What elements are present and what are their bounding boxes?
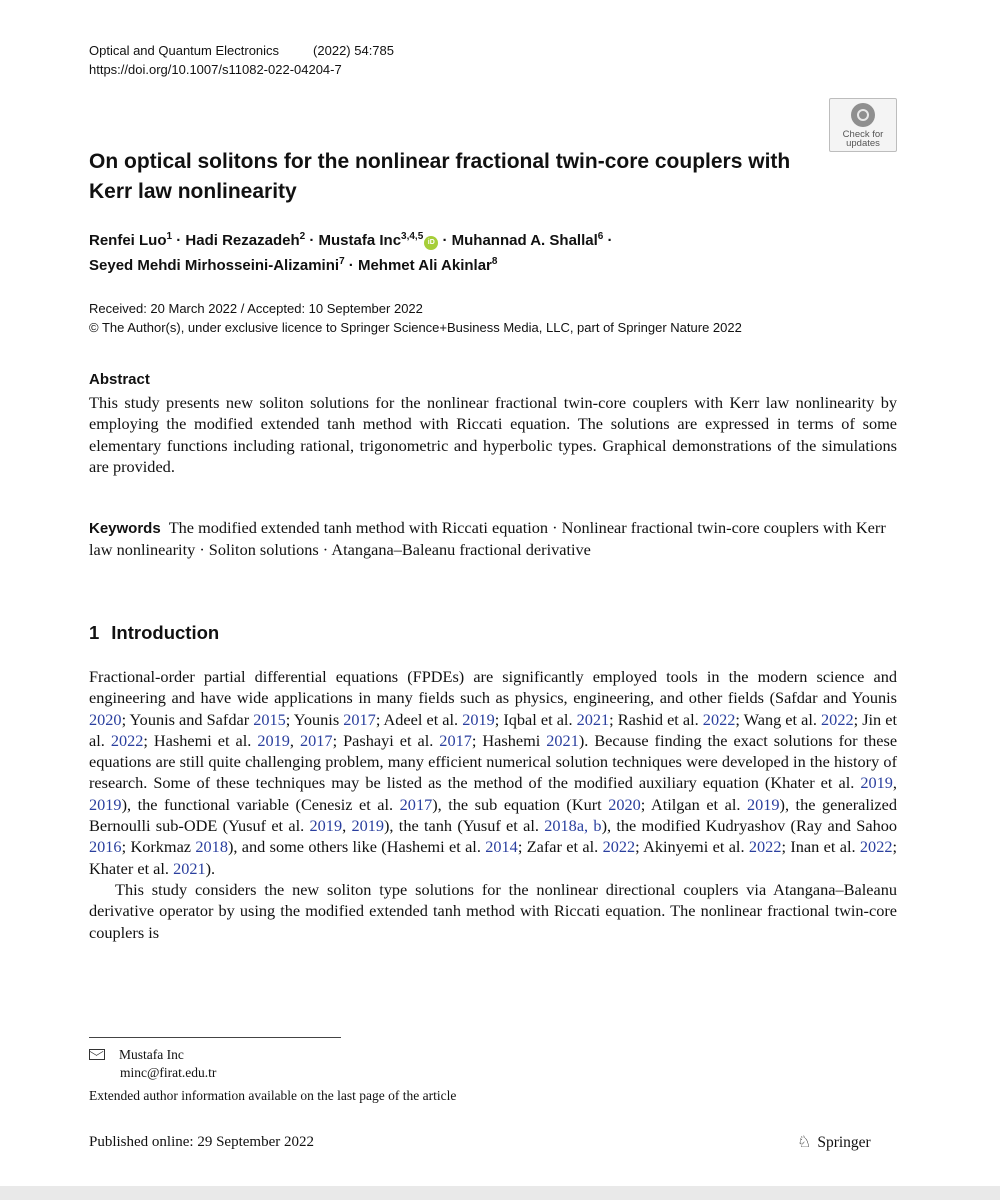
intro-text: ), the generalized Bernoulli sub-ODE (Yusuf et al.	[89, 794, 898, 836]
intro-text: ; Khater et al.	[89, 837, 897, 878]
received-accepted: Received: 20 March 2022 / Accepted: 10 September 2022	[89, 301, 423, 316]
intro-text: ; Hashemi	[471, 730, 547, 750]
citation-link[interactable]: 2017	[343, 709, 376, 729]
section-heading	[89, 622, 897, 644]
springer-horse-icon: ♘	[797, 1134, 812, 1151]
journal-citation: (2022) 54:785	[313, 43, 394, 58]
publisher-name: Springer	[817, 1134, 871, 1151]
extended-author-info: Extended author information available on the last page of the article	[89, 1088, 457, 1103]
intro-text: ), the functional variable (Cenesiz et al.	[121, 794, 400, 814]
check-for-updates-button[interactable]	[829, 98, 897, 152]
correspondence	[89, 1046, 216, 1082]
intro-text: ; Zafar et al.	[517, 837, 603, 857]
intro-text: ; Inan et al.	[781, 837, 860, 857]
citation-link[interactable]: 2017	[439, 730, 472, 750]
intro-text: ; Younis	[285, 709, 344, 729]
intro-text: ,	[289, 730, 300, 750]
intro-text: ; Iqbal et al.	[494, 709, 577, 729]
intro-text: ; Atilgan et al.	[640, 794, 747, 814]
intro-text: ,	[892, 773, 897, 793]
citation-link[interactable]: 2019	[351, 816, 385, 836]
intro-text: ; Akinyemi et al.	[635, 837, 749, 857]
intro-text: ; Rashid et al.	[609, 709, 703, 729]
intro-text: ), the tanh (Yusuf et al.	[384, 816, 545, 836]
check-updates-line1: Check for	[842, 129, 884, 140]
intro-text: ; Pashayi et al.	[332, 730, 440, 750]
journal-name: Optical and Quantum Electronics	[89, 43, 280, 58]
intro-text: ).	[205, 858, 216, 878]
intro-text: Fractional-order partial differential equations (FPDEs) are significantly employed tools in the modern science and engineering and have wide applications in many fields such as physics, engineering, and other fields (Safdar and Younis	[89, 667, 897, 708]
author[interactable]: Mehmet Ali Akinlar$^8$	[357, 256, 498, 274]
citation-link[interactable]: 2020	[608, 794, 641, 814]
footnote-rule	[89, 1037, 341, 1038]
publisher-logo	[797, 1132, 871, 1152]
author[interactable]: Mustafa Inc$^{3,4,5}$	[318, 231, 424, 249]
intro-text: ; Korkmaz	[121, 837, 196, 857]
citation-link[interactable]: 2020	[89, 709, 122, 729]
citation-link[interactable]: 2022	[821, 709, 854, 729]
keywords-label: Keywords	[89, 520, 161, 537]
author[interactable]: Renfei Luo$^1$	[89, 231, 173, 249]
viewer-bottom-bar	[0, 1186, 1000, 1200]
citation-link[interactable]: 2019	[257, 730, 290, 750]
citation-link[interactable]: 2022	[110, 730, 144, 750]
author[interactable]: Muhannad A. Shallal$^6$	[451, 231, 604, 249]
intro-text: ; Hashemi et al.	[143, 730, 258, 750]
citation-link[interactable]: 2015	[253, 709, 286, 729]
citation-link[interactable]: 2018	[195, 837, 228, 857]
citation-link[interactable]: 2019	[860, 773, 893, 793]
corresponding-author: Mustafa Inc	[119, 1047, 184, 1062]
intro-paragraph-1	[89, 666, 897, 879]
intro-text: ). Because finding the exact solutions for these equations are still quite challenging problem, many efficient numerical solution techniques were developed in the history of research. Some of these techniques may be listed as the method of the modified auxiliary equation (Khater et al.	[89, 730, 898, 793]
citation-link[interactable]: 2021	[576, 709, 610, 729]
intro-text: ), and some others like (Hashemi et al.	[227, 837, 486, 857]
citation-link[interactable]: 2018a, b	[544, 816, 602, 836]
envelope-icon	[89, 1049, 105, 1060]
citation-link[interactable]: 2017	[300, 730, 333, 750]
author[interactable]: Seyed Mehdi Mirhosseini-Alizamini$^7$	[89, 256, 345, 274]
check-for-updates-icon	[851, 103, 875, 127]
citation-link[interactable]: 2019	[89, 794, 122, 814]
citation-link[interactable]: 2016	[89, 837, 122, 857]
citation-link[interactable]: 2021	[173, 858, 206, 878]
abstract-text: This study presents new soliton solutions for the nonlinear fractional twin-core couplers with Kerr law nonlinearity by employing the modified extended tanh method with Riccati equation. The solutions are expressed in terms of some elementary functions including rational, trigonometric and hyperbolic types. Graphical demonstrations of the simulations are provided.	[89, 393, 897, 476]
intro-paragraph-2: This study considers the new soliton type solutions for the nonlinear directional couplers via Atangana–Baleanu derivative operator by using the modified extended tanh method with Riccati equation. The nonlinear fractional twin-core couplers is	[89, 879, 897, 942]
doi-link[interactable]: https://doi.org/10.1007/s11082-022-04204-7	[89, 62, 342, 77]
intro-text: ; Adeel et al.	[375, 709, 463, 729]
citation-link[interactable]: 2022	[602, 837, 636, 857]
author[interactable]: Hadi Rezazadeh$^2$	[185, 231, 306, 249]
citation-link[interactable]: 2019	[746, 794, 780, 814]
article-title: On optical solitons for the nonlinear fractional twin-core couplers with Kerr law nonlinearity	[89, 150, 791, 203]
section-number: 1	[89, 622, 100, 643]
citation-link[interactable]: 2021	[546, 730, 579, 750]
check-updates-line2: updates	[846, 138, 880, 149]
abstract-heading: Abstract	[89, 371, 150, 388]
citation-link[interactable]: 2022	[859, 837, 893, 857]
author-list: Renfei Luo$^1$ · Hadi Rezazadeh$^2$ · Mustafa Inc$^{3,4,5}$iD · Muhannad A. Shallal$^6$ · Seyed Mehdi Mirhosseini-Alizamini$^7$ · Mehmet Ali Akinlar$^8$	[89, 231, 613, 274]
intro-text: ; Wang et al.	[735, 709, 822, 729]
copyright-notice: © The Author(s), under exclusive licence to Springer Science+Business Media, LLC, part of Springer Nature 2022	[89, 320, 742, 335]
intro-text: ,	[342, 816, 352, 836]
citation-link[interactable]: 2022	[748, 837, 782, 857]
intro-text: ; Jin et al.	[89, 709, 898, 750]
keywords-text: The modified extended tanh method with Riccati equation · Nonlinear fractional twin-core couplers with Kerr law nonlinearity · Soliton solutions · Atangana–Baleanu fractional derivative	[89, 518, 886, 560]
citation-link[interactable]: 2019	[462, 709, 495, 729]
published-online: Published online: 29 September 2022	[89, 1134, 314, 1150]
intro-text: ; Younis and Safdar	[121, 709, 254, 729]
article-dates	[89, 299, 897, 337]
intro-text: ), the sub equation (Kurt	[432, 794, 609, 814]
citation-link[interactable]: 2014	[485, 837, 518, 857]
section-title: Introduction	[111, 622, 220, 643]
citation-link[interactable]: 2017	[399, 794, 433, 814]
journal-header	[89, 41, 897, 79]
corresponding-email[interactable]: minc@firat.edu.tr	[120, 1065, 217, 1080]
citation-link[interactable]: 2022	[702, 709, 736, 729]
introduction-body	[89, 666, 897, 943]
citation-link[interactable]: 2019	[309, 816, 343, 836]
intro-text: ), the modified Kudryashov (Ray and Sahoo	[601, 816, 897, 836]
orcid-icon[interactable]: iD	[424, 236, 438, 250]
keywords	[89, 517, 897, 561]
